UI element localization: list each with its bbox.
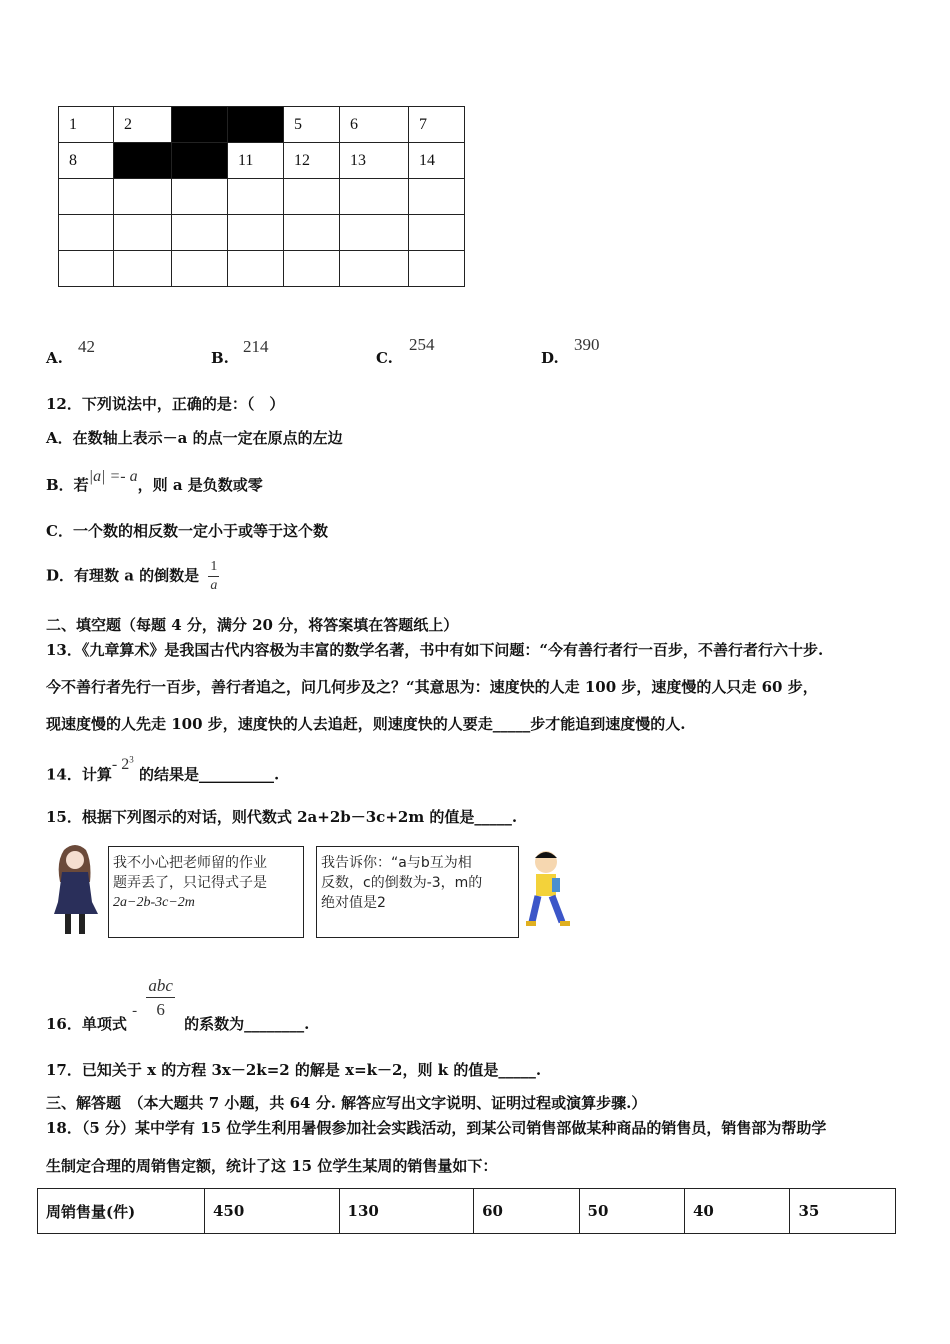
grid-cell bbox=[172, 251, 228, 287]
option-a-label: A. bbox=[46, 349, 63, 367]
q14-math: - $2^3$ bbox=[111, 755, 134, 774]
q16-sign: - bbox=[132, 1002, 138, 1019]
section-2-heading: 二、填空题（每题 4 分，满分 20 分，将答案填在答题纸上） bbox=[46, 616, 459, 634]
q12-b-math: |a| =- a bbox=[88, 468, 138, 485]
q18-line-1: 18．（5 分）某中学有 15 位学生利用暑假参加社会实践活动，到某公司销售部做某种商品的销售员，销售部为帮助学 bbox=[46, 1119, 827, 1137]
option-d-value: 390 bbox=[574, 335, 600, 354]
grid-cell: 11 bbox=[228, 143, 284, 179]
q12-b-suffix: ，则 a 是负数或零 bbox=[137, 476, 263, 494]
grid-cell bbox=[409, 251, 465, 287]
q12-d-fraction: $\frac{1}{a}$ bbox=[210, 559, 218, 593]
q13-line-3: 现速度慢的人先走 100 步，速度快的人去追赶，则速度快的人要走_____步才能追到速度慢的人. bbox=[46, 715, 686, 733]
grid-row bbox=[59, 143, 465, 179]
grid-cell bbox=[172, 179, 228, 215]
option-c-value: 254 bbox=[409, 335, 435, 354]
q18-line-2: 生制定合理的周销售定额，统计了这 15 位学生某周的销售量如下： bbox=[46, 1157, 498, 1175]
grid-row bbox=[59, 251, 465, 287]
grid-cell: 7 bbox=[409, 107, 465, 143]
grid-cell bbox=[284, 215, 340, 251]
grid-cell bbox=[59, 251, 114, 287]
table-cell: 50 bbox=[579, 1189, 684, 1234]
q12-d-prefix: D．有理数 a 的倒数是 bbox=[46, 566, 200, 585]
grid-cell bbox=[409, 179, 465, 215]
q16-prefix: 16．单项式 bbox=[46, 1014, 127, 1033]
sales-table bbox=[37, 1188, 896, 1234]
q16-suffix: 的系数为________. bbox=[184, 1014, 310, 1033]
grid-cell: 2 bbox=[114, 107, 172, 143]
q12-option-d bbox=[46, 558, 219, 595]
crossword-grid bbox=[58, 106, 465, 287]
grid-cell bbox=[228, 251, 284, 287]
table-header-cell: 周销售量(件) bbox=[38, 1189, 205, 1234]
grid-cell bbox=[114, 215, 172, 251]
grid-cell bbox=[114, 251, 172, 287]
section-3-heading: 三、解答题 （本大题共 7 小题，共 64 分. 解答应写出文字说明、证明过程或演算步骤.） bbox=[46, 1094, 647, 1112]
option-a-value: 42 bbox=[78, 337, 95, 356]
grid-cell bbox=[114, 179, 172, 215]
grid-cell: 8 bbox=[59, 143, 114, 179]
table-cell: 35 bbox=[790, 1189, 896, 1234]
q12-option-c: C．一个数的相反数一定小于或等于这个数 bbox=[46, 522, 328, 540]
q12-b-prefix: B．若 bbox=[46, 476, 89, 494]
boy-illustration-icon bbox=[522, 848, 572, 933]
grid-row bbox=[59, 179, 465, 215]
girl-illustration-icon bbox=[46, 842, 104, 937]
grid-cell bbox=[228, 179, 284, 215]
grid-cell bbox=[284, 179, 340, 215]
grid-cell-black bbox=[172, 143, 228, 179]
grid-cell bbox=[59, 179, 114, 215]
table-cell: 40 bbox=[685, 1189, 790, 1234]
option-d-label: D. bbox=[541, 349, 559, 367]
q17: 17．已知关于 x 的方程 3x－2k=2 的解是 x=k－2，则 k 的值是_____. bbox=[46, 1061, 542, 1079]
grid-row bbox=[59, 107, 465, 143]
q14-suffix: 的结果是__________. bbox=[138, 765, 280, 784]
grid-cell bbox=[59, 215, 114, 251]
speech-bubble-boy: 我告诉你：“a与b互为相 反数，c的倒数为-3，m的 绝对值是2 bbox=[316, 846, 519, 938]
grid-cell-black bbox=[172, 107, 228, 143]
q14 bbox=[46, 755, 280, 785]
option-c-label: C. bbox=[376, 349, 393, 367]
grid-cell-black bbox=[228, 107, 284, 143]
grid-cell bbox=[340, 179, 409, 215]
grid-cell: 1 bbox=[59, 107, 114, 143]
speech-bubble-girl: 我不小心把老师留的作业 题弄丢了，只记得式子是 2a−2b-3c−2m bbox=[108, 846, 304, 938]
grid-cell: 6 bbox=[340, 107, 409, 143]
grid-cell: 12 bbox=[284, 143, 340, 179]
grid-cell: 14 bbox=[409, 143, 465, 179]
q12-stem: 12．下列说法中，正确的是：（ ） bbox=[46, 395, 285, 413]
table-row bbox=[38, 1189, 896, 1234]
grid-cell-black bbox=[114, 143, 172, 179]
grid-cell: 5 bbox=[284, 107, 340, 143]
grid-cell bbox=[172, 215, 228, 251]
grid-cell bbox=[409, 215, 465, 251]
q13-line-1: 13．《九章算术》是我国古代内容极为丰富的数学名著，书中有如下问题：“今有善行者行一百步，不善行者行六十步. bbox=[46, 641, 824, 659]
table-cell: 450 bbox=[205, 1189, 340, 1234]
q15-stem: 15．根据下列图示的对话，则代数式 2a+2b－3c+2m 的值是_____. bbox=[46, 808, 518, 826]
grid-cell bbox=[340, 215, 409, 251]
q14-prefix: 14．计算 bbox=[46, 765, 112, 784]
grid-cell: 13 bbox=[340, 143, 409, 179]
table-cell: 60 bbox=[474, 1189, 579, 1234]
option-b-value: 214 bbox=[243, 337, 269, 356]
grid-cell bbox=[340, 251, 409, 287]
q16 bbox=[46, 975, 310, 1033]
q13-line-2: 今不善行者先行一百步，善行者追之，问几何步及之？“其意思为：速度快的人走 100 步，速度慢的人只走 60 步， bbox=[46, 678, 818, 696]
q12-option-b bbox=[46, 468, 263, 496]
q16-fraction: $\frac{\text{abc}}{6}$ bbox=[148, 976, 173, 1019]
grid-row bbox=[59, 215, 465, 251]
table-cell: 130 bbox=[339, 1189, 474, 1234]
q12-option-a: A．在数轴上表示－a 的点一定在原点的左边 bbox=[46, 429, 343, 447]
grid-cell bbox=[228, 215, 284, 251]
grid-cell bbox=[284, 251, 340, 287]
option-b-label: B. bbox=[211, 349, 229, 367]
